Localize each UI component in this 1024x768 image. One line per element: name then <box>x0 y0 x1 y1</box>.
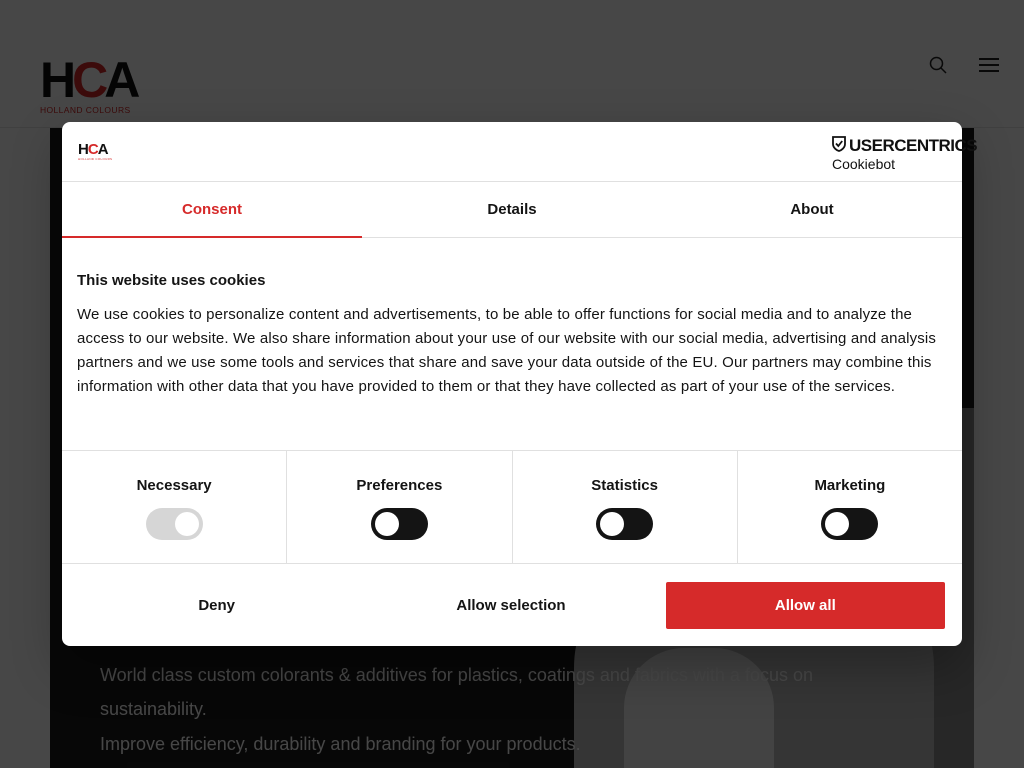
consent-title: This website uses cookies <box>77 272 266 289</box>
shield-icon <box>832 136 846 156</box>
consent-body <box>62 238 962 450</box>
dialog-actions <box>62 564 962 646</box>
consent-text: We use cookies to personalize content and advertisements, to be able to offer functions for social media and to analyze the access to our website. We also share information about your use of our website with our social media, advertising and analysis partners and we use some tools and services that share and save your data outside of the EU. Our partners may combine this information with other data that you have provided to them or that they have collected as part of your use of the services. <box>77 306 937 395</box>
toggle-knob <box>375 512 399 536</box>
category-preferences <box>287 451 512 563</box>
tab-about[interactable]: About <box>790 201 834 218</box>
dialog-logo-mark: HCA <box>78 141 108 158</box>
allow-all-button[interactable]: Allow all <box>666 582 945 629</box>
toggle-knob <box>600 512 624 536</box>
brand-name: USERCENTRICS <box>849 136 978 155</box>
category-necessary <box>62 451 287 563</box>
dialog-tabs <box>62 182 962 238</box>
usercentrics-brand[interactable] <box>832 136 978 172</box>
necessary-toggle <box>146 508 203 540</box>
marketing-toggle[interactable] <box>821 508 878 540</box>
category-label: Marketing <box>814 477 886 494</box>
category-label: Necessary <box>136 477 212 494</box>
brand-top <box>832 136 978 156</box>
category-label: Statistics <box>591 477 658 494</box>
cookie-categories <box>62 450 962 564</box>
dialog-site-logo <box>78 142 112 161</box>
dialog-header <box>62 122 978 182</box>
tab-consent[interactable]: Consent <box>62 182 362 237</box>
toggle-knob <box>175 512 199 536</box>
cookie-consent-dialog <box>62 122 978 646</box>
statistics-toggle[interactable] <box>596 508 653 540</box>
preferences-toggle[interactable] <box>371 508 428 540</box>
tab-details[interactable]: Details <box>487 201 537 218</box>
category-label: Preferences <box>356 477 443 494</box>
brand-subtitle: Cookiebot <box>832 156 896 172</box>
toggle-knob <box>825 512 849 536</box>
category-marketing <box>738 451 962 563</box>
dialog-logo-subtitle: HOLLAND COLOURS <box>78 157 113 161</box>
deny-button[interactable]: Deny <box>77 582 356 629</box>
allow-selection-button[interactable]: Allow selection <box>371 582 650 629</box>
category-statistics <box>513 451 738 563</box>
